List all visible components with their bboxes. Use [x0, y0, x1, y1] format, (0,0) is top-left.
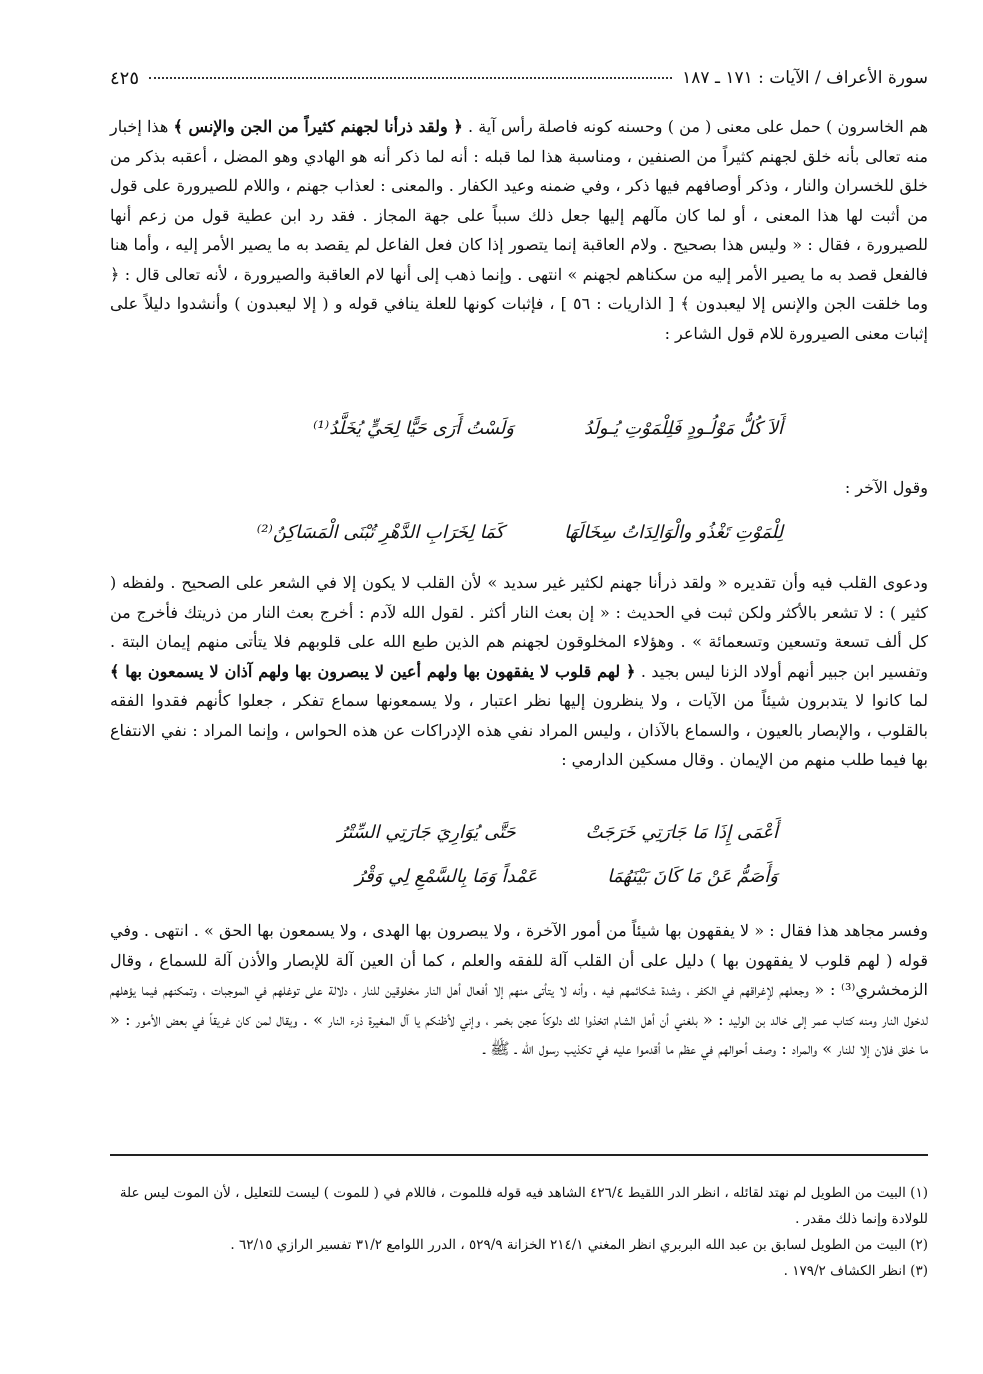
paragraph-3-text: وفسر مجاهد هذا فقال : « لا يفقهون بها شيئاً من أمور الآخرة ، ولا يبصرون بها الهدى ، ولا يسمعون بها الحق » . انتهى . وفي قوله ( لهم قلوب لا يفقهون بها ) دليل على أن القلب آلة للفقه والعلم ، كما أن العين آلة للإبصار والأذن آلة للسماع ، وقال الزمخشري⁽³⁾ : « وجعلهم لإغراقهم في الكفر ، وشدة شكائمهم فيه ، وأنه لا يتأتى منهم إلا أفعال أهل النار مخلوقين للنار ، دلالة على توغلهم في الموجبات ، وتمكنهم فيما يؤهلهم لدخول النار ومنه كتاب عمر إلى خالد بن الوليد : « بلغني أن أهل الشام اتخذوا لك دلوكاً عجن بخمر ، وإني لأظنكم يا آل المغيرة ذرء النار » . ويقال لمن كان غريقاً في بعض الأمور : « ما خلق فلان إلا للنار » والمراد : وصف أحوالهم في عظم ما أقدموا عليه في تكذيب رسول الله ـ ﷺ ـ [110, 921, 928, 1058]
paragraph-1-text-b: هذا إخبار منه تعالى بأنه خلق لجهنم كثيراً من الصنفين ، ومناسبة هذا لما قبله : أنه لما ذكر أنه هو الهادي وهو المضل ، أعقبه بذكر من خلق للخسران والنار ، وذكر أوصافهم فيها ذكر ، وفي ضمنه وعيد الكفار . والمعنى : لعذاب جهنم ، واللام للصيرورة على قول من أثبت لها هذا المعنى ، أو لما كان مآلهم إليها جعل ذلك سبباً على جهة المجاز . فقد رد ابن عطية قول من زعم أنها للصيرورة ، فقال : « وليس هذا بصحيح . ولام العاقبة إنما يتصور إذا كان فعل الفاعل لم يقصد به ما يصير الأمر إليه ، وأما هنا فالفعل قصد به ما يصير الأمر إليه من سكناهم لجهنم » انتهى . وإنما ذهب إلى أنها لام العاقبة والصيرورة ، لأنه تعالى قال : ﴿ وما خلقت الجن والإنس إلا ليعبدون ﴾ [ الذاريات : ٥٦ ] ، فإثبات كونها للعلة ينافي قوله و ( إلا ليعبدون ) وأنشدوا دليلاً على إثبات معنى الصيرورة للام قول الشاعر : [110, 117, 929, 343]
quran-verse-quote-2: ﴿ لهم قلوب لا يفقهون بها ولهم أعين لا يبصرون بها ولهم آذان لا يسمعون بها ﴾ [110, 661, 636, 681]
poem-line-3 [338, 822, 778, 843]
page-number: ٤٢٥ [110, 67, 140, 89]
paragraph-2 [110, 568, 928, 775]
footnote-3: (٣) انظر الكشاف ١٧٩/٢ . [783, 1263, 928, 1279]
paragraph-2-text-a: ودعوى القلب فيه وأن تقديره « ولقد ذرأنا جهنم لكثير غير سديد » لأن القلب لا يكون إلا في الشعر على الصحيح . ولفظه ( كثير ) : لا تشعر بالأكثر ولكن ثبت في الحديث : « إن بعث النار أكثر . لقول الله لآدم : أخرج بعث النار من ذريتك فأخرج من كل ألف تسعة وتسعين وتسعمائة » . وهؤلاء المخلوقون لجهنم هم الذين طبع الله على قلوبهم فلا يتأتى منهم إيمان البتة . وتفسير ابن جبير أنهم أولاد الزنا ليس بجيد . [110, 573, 929, 681]
paragraph-3 [110, 916, 928, 1064]
poem-line-4 [355, 866, 778, 887]
surah-title: سورة الأعراف / الآيات : ١٧١ ـ ١٨٧ [682, 68, 928, 88]
poem-line-2-first-hemistich: لِلْمَوْتِ تَغْذُو والْوَالِدَاتُ سِخَالَهَا [564, 522, 783, 543]
header-dot-leader [149, 77, 672, 79]
paragraph-2-text-b: لما كانوا لا يتدبرون شيئاً من الآيات ، ولا ينظرون إليها نظر اعتبار ، ولا يسمعونها سماع تفكر ، جعلوا كأنهم فقدوا الفقه بالقلوب ، والإبصار بالعيون ، والسماع بالآذان ، وليس المراد نفي هذه الإدراكات عن هذه الحواس ، وإنما المراد : نفي الانتفاع بها فيما طلب منهم من الإيمان . وقال مسكين الدارمي : [110, 691, 928, 769]
poem-line-3-second-hemistich: حَتَّى يُوَارِيَ جَارَتِي السِّتْرُ [337, 822, 516, 843]
quran-verse-quote-1: ﴿ ولقد ذرأنا لجهنم كثيراً من الجن والإنس ﴾ [173, 117, 463, 136]
footnote-separator [110, 1154, 928, 1156]
poem-line-3-first-hemistich: أَعْمَى إِذَا مَا جَارَتِي خَرَجَتْ [585, 822, 778, 843]
footnote-2: (٢) البيت من الطويل لسابق بن عبد الله البربري انظر المغني ٢١٤/١ الخزانة ٥٢٩/٩ ، الدرر اللوامع ٣١/٢ تفسير الرازي ٦٢/١٥ . [230, 1237, 928, 1253]
footnote-1: (١) البيت من الطويل لم نهتد لقائله ، انظر الدر اللقيط ٤٢٦/٤ الشاهد فيه قوله فللموت ، فاللام في ( للموت ) ليست للتعليل ، لأن الموت ليس علة للولادة وإنما ذلك مقدر . [119, 1185, 928, 1227]
paragraph-1-text-a: هم الخاسرون ) حمل على معنى ( من ) وحسنه كونه فاصلة رأس آية . [462, 117, 929, 136]
poem-line-2 [257, 522, 783, 543]
poem-line-1-first-hemistich: أَلاَ كُلُّ مَوْلُـودٍ فَلِلْمَوْتِ يُـولَدُ [583, 418, 783, 439]
paragraph-1 [110, 112, 928, 348]
other-poet-label: وقول الآخر : [844, 478, 928, 497]
poem-line-4-first-hemistich: وَأَصَمُّ عَنْ مَا كَانَ بَيْنَهُمَا [607, 866, 778, 887]
poem-line-1-second-hemistich: وَلَسْتُ أَرَى حَيًّا لِحَيٍّ يُخَلَّدُ⁽¹⁾ [313, 418, 514, 439]
poem-line-4-second-hemistich: عَمْداً وَمَا بِالسَّمْعِ لِي وَقْرُ [355, 866, 538, 887]
footnotes [110, 1180, 928, 1284]
running-header [110, 62, 928, 94]
poem-line-2-second-hemistich: كَمَا لِخَرَابِ الدَّهْرِ تُبْنَى الْمَسَاكِنُ⁽²⁾ [256, 522, 505, 543]
poem-line-1 [313, 418, 783, 439]
